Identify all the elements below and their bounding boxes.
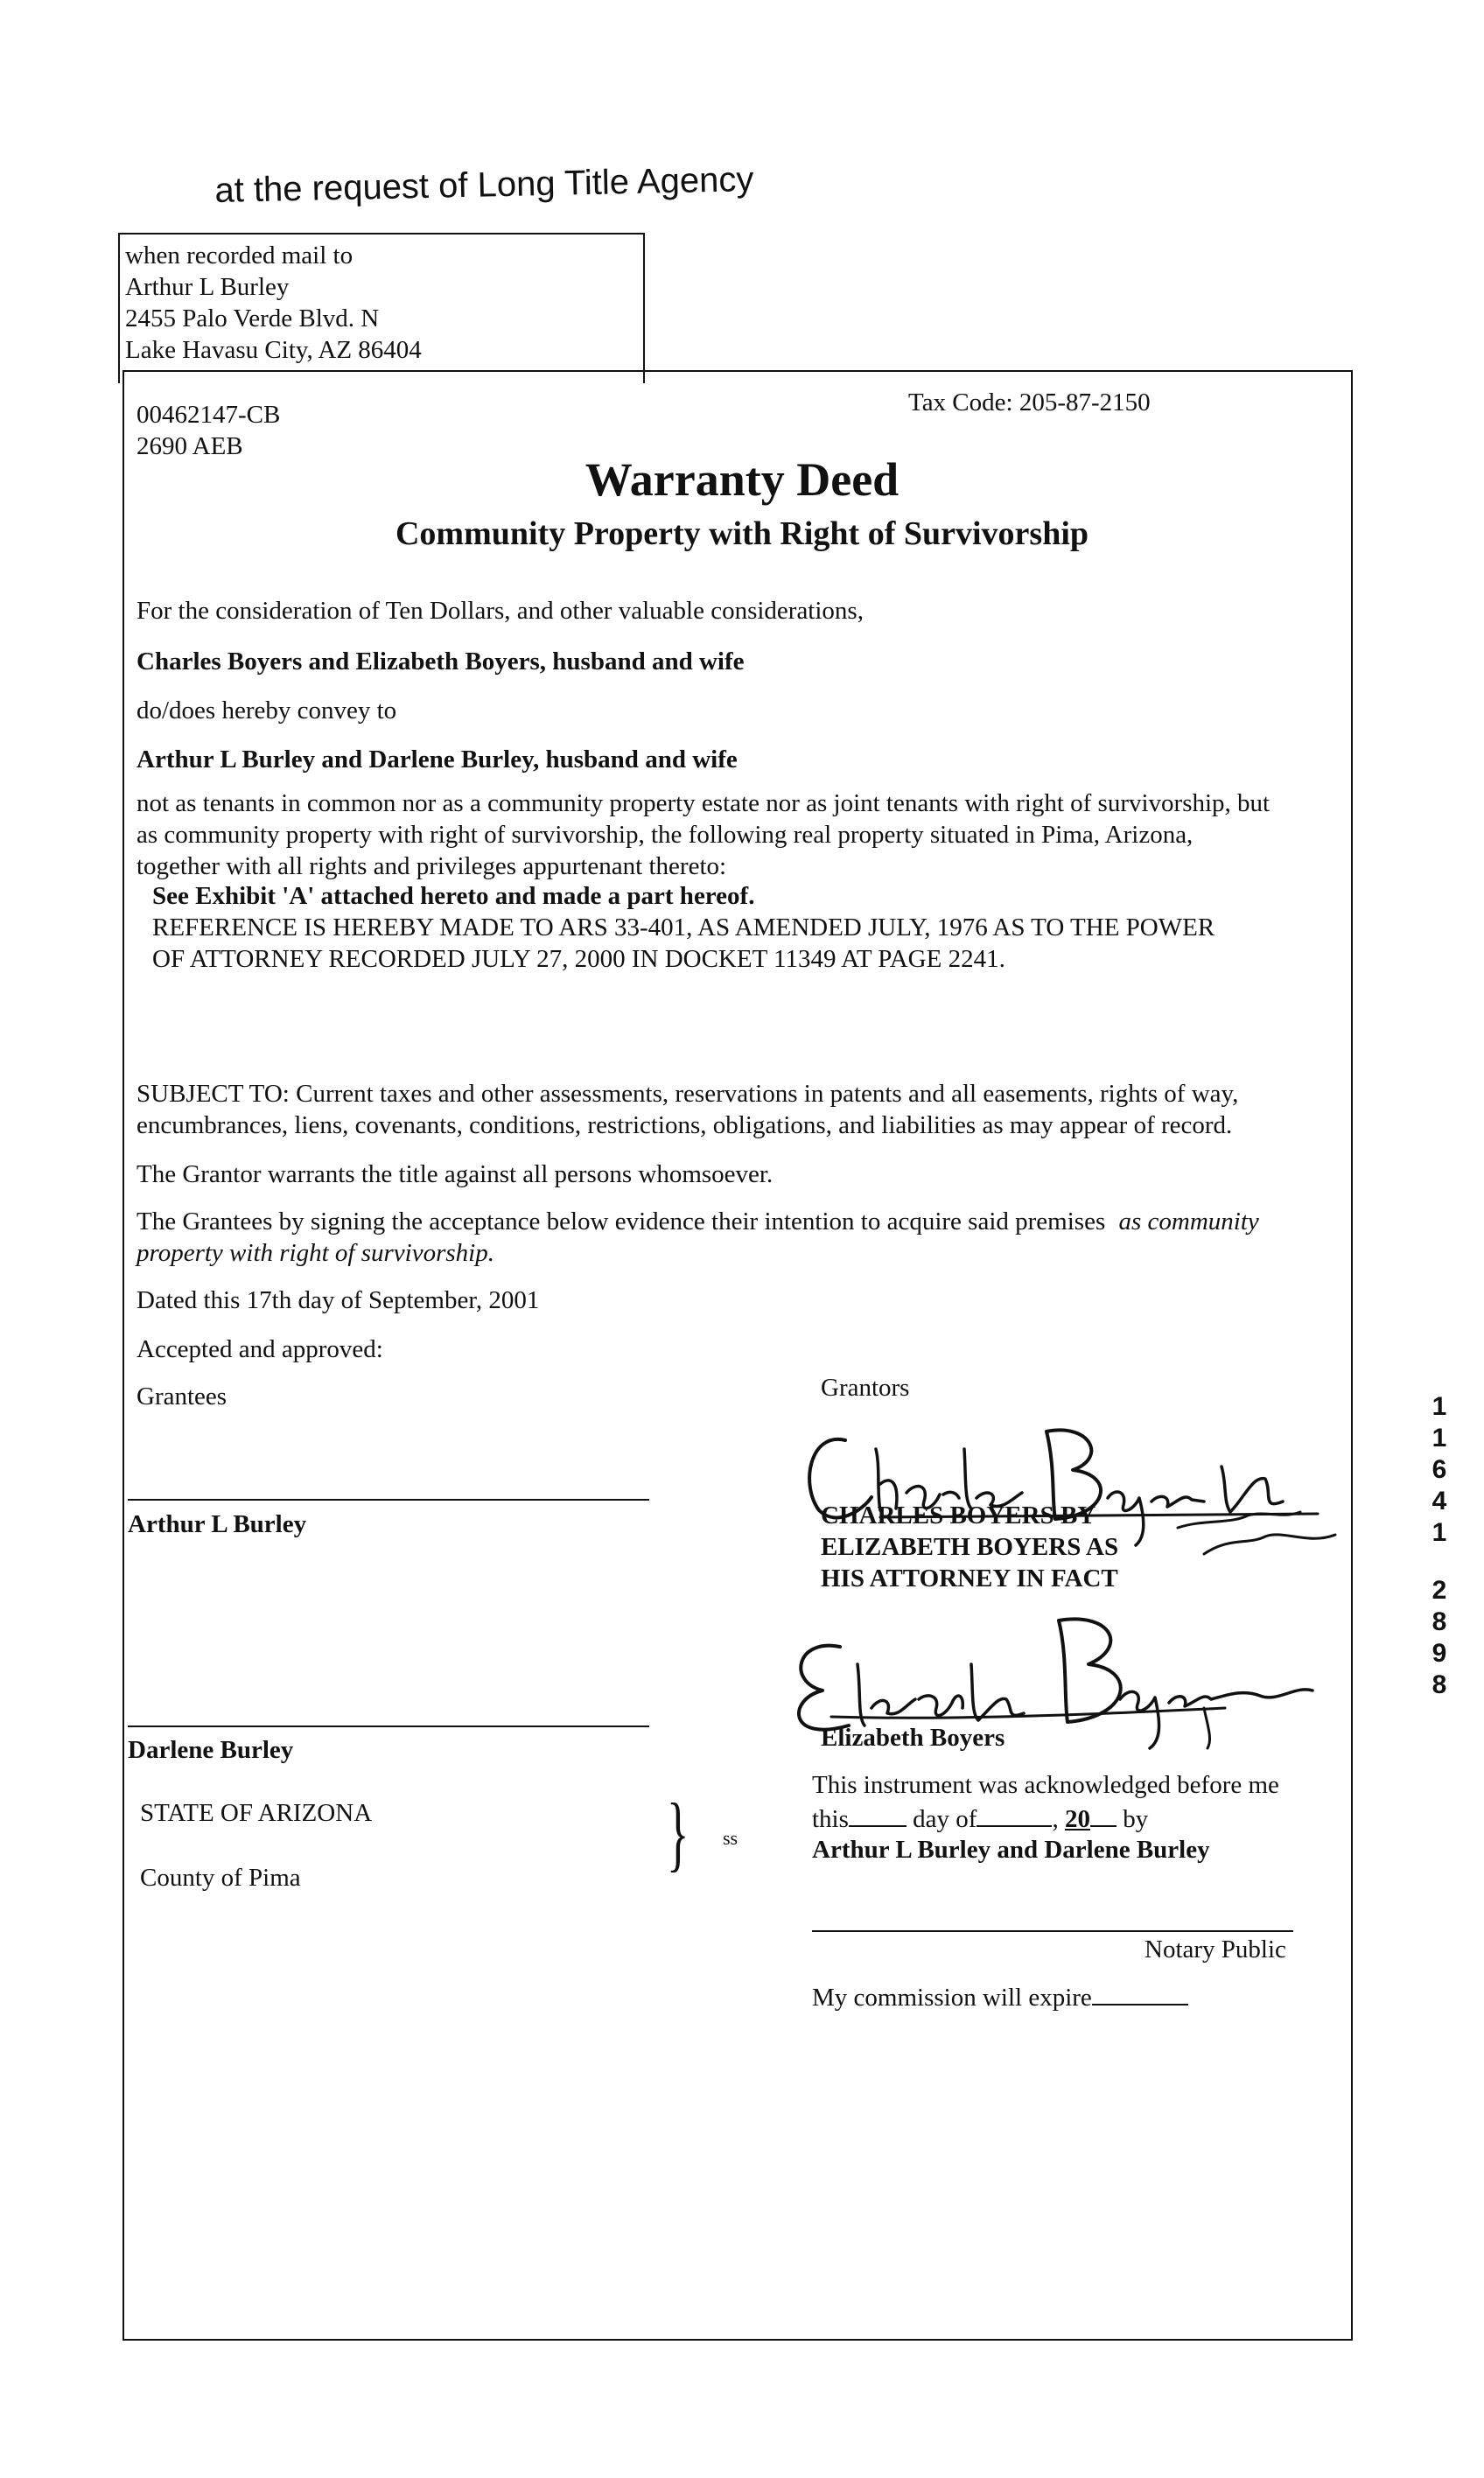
recording-docket-number: 11641 <box>1432 1392 1447 1547</box>
notary-state: STATE OF ARIZONA <box>140 1799 373 1827</box>
notary-signature-line <box>812 1930 1293 1932</box>
tenancy-line-3: together with all rights and privileges appurtenant thereto: <box>136 852 727 880</box>
grantee-1-signature-line <box>128 1499 649 1501</box>
ack-year-blank <box>1090 1802 1116 1827</box>
reference-line-2: OF ATTORNEY RECORDED JULY 27, 2000 IN DOCKET 11349 AT PAGE 2241. <box>152 945 1005 973</box>
escrow-number: 2690 AEB <box>136 432 243 460</box>
reference-line-1: REFERENCE IS HEREBY MADE TO ARS 33-401, AS AMENDED JULY, 1976 AS TO THE POWER <box>152 914 1215 942</box>
exhibit-reference: See Exhibit 'A' attached hereto and made a part hereof. <box>152 882 755 910</box>
acknowledgment-line-1: This instrument was acknowledged before me <box>812 1771 1279 1799</box>
commission-label: My commission will expire <box>812 1984 1092 2012</box>
grantor-2-name: Elizabeth Boyers <box>821 1724 1005 1752</box>
grantee-2-signature-line <box>128 1726 649 1727</box>
acknowledgment-line-2: this day of , 20 by <box>812 1802 1148 1835</box>
tenancy-line-1: not as tenants in common nor as a community property estate nor as joint tenants with right of survivorship, but <box>136 789 1270 817</box>
grantor-1-name-line-1: CHARLES BOYERS BY <box>821 1502 1096 1530</box>
grantees-names: Arthur L Burley and Darlene Burley, husband and wife <box>136 746 738 774</box>
mail-to-box <box>118 233 645 383</box>
grantors-label: Grantors <box>821 1374 910 1402</box>
grantees-intent-italic: as community <box>1118 1208 1259 1236</box>
ack-day-blank <box>849 1802 906 1827</box>
document-title: Warranty Deed <box>584 453 900 506</box>
request-header: at the request of Long Title Agency <box>214 160 754 210</box>
subject-to-line-1: SUBJECT TO: Current taxes and other assessments, reservations in patents and all easements, rights of way, <box>136 1080 1239 1108</box>
convey-text: do/does hereby convey to <box>136 696 397 724</box>
ack-by: by <box>1123 1805 1149 1833</box>
consideration-text: For the consideration of Ten Dollars, and other valuable considerations, <box>136 597 864 625</box>
tenancy-line-2: as community property with right of survivorship, the following real property situated in Pima, Arizona, <box>136 821 1194 849</box>
grantees-label: Grantees <box>136 1382 228 1410</box>
subject-to-line-2: encumbrances, liens, covenants, conditions, restrictions, obligations, and liabilities as may appear of record. <box>136 1111 1233 1139</box>
mail-to-street: 2455 Palo Verde Blvd. N <box>125 304 380 332</box>
tax-code: Tax Code: 205-87-2150 <box>908 388 1151 416</box>
ack-month-blank <box>976 1802 1052 1827</box>
commission-expire-text <box>812 1981 1188 2013</box>
notary-county: County of Pima <box>140 1864 301 1892</box>
commission-blank <box>1092 1981 1188 2006</box>
accepted-text: Accepted and approved: <box>136 1335 383 1363</box>
notary-public-label: Notary Public <box>1144 1936 1286 1964</box>
venue-brace: } <box>667 1786 690 1880</box>
order-number: 00462147-CB <box>136 401 281 429</box>
mail-to-label: when recorded mail to <box>125 242 354 270</box>
mail-to-city: Lake Havasu City, AZ 86404 <box>125 336 422 364</box>
grantee-2-name: Darlene Burley <box>128 1736 294 1764</box>
document-subtitle: Community Property with Right of Survivorship <box>395 515 1089 552</box>
recording-page-number: 2898 <box>1432 1576 1447 1699</box>
grantor-1-name-line-3: HIS ATTORNEY IN FACT <box>821 1564 1118 1592</box>
ack-this: this <box>812 1805 849 1833</box>
grantees-intent-text <box>136 1206 1259 1237</box>
ack-dayof: day of <box>913 1805 977 1833</box>
mail-to-name: Arthur L Burley <box>125 273 290 301</box>
grantee-1-name: Arthur L Burley <box>128 1510 307 1538</box>
ack-year: 20 <box>1064 1805 1090 1833</box>
acknowledgment-names: Arthur L Burley and Darlene Burley <box>812 1836 1210 1864</box>
grantees-intent-italic-2: property with right of survivorship. <box>136 1239 494 1267</box>
venue-ss: ss <box>723 1827 738 1849</box>
dated-text: Dated this 17th day of September, 2001 <box>136 1286 540 1314</box>
grantors-names: Charles Boyers and Elizabeth Boyers, husband and wife <box>136 648 745 676</box>
grantees-intent-plain: The Grantees by signing the acceptance below evidence their intention to acquire said premises <box>136 1208 1106 1236</box>
warranty-statement: The Grantor warrants the title against all persons whomsoever. <box>136 1160 774 1188</box>
grantor-1-name-line-2: ELIZABETH BOYERS AS <box>821 1533 1119 1561</box>
